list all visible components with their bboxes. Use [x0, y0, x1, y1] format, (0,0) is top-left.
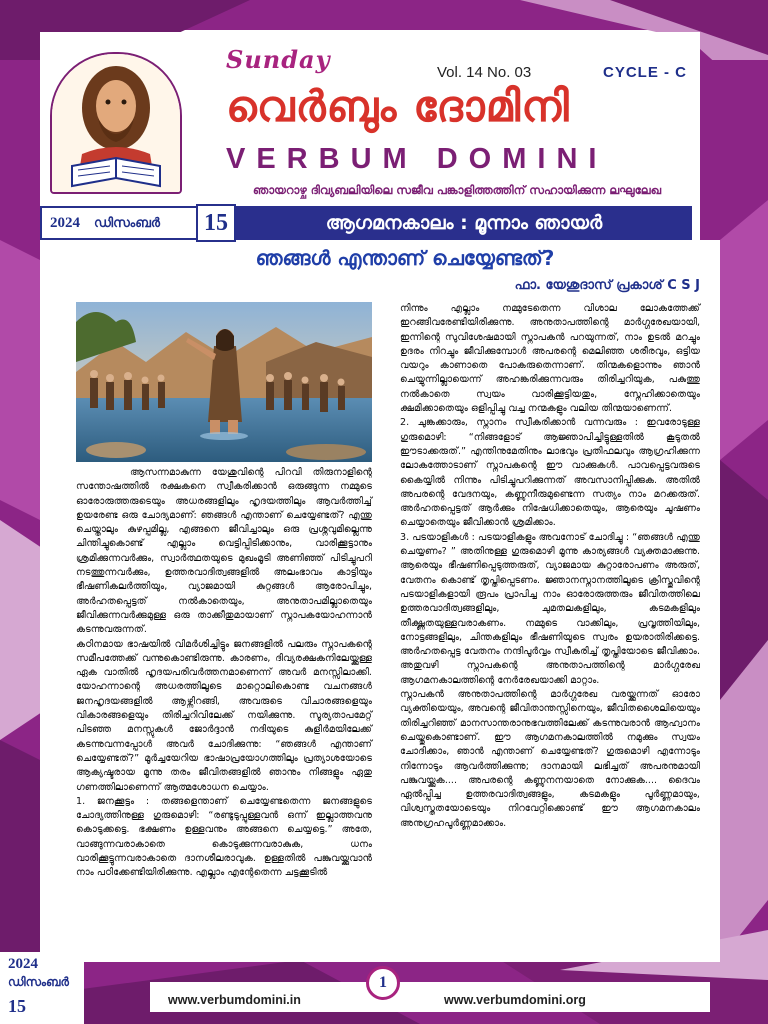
liturgical-occasion: ആഗമനകാലം : മൂന്നാം ഞായർ	[236, 206, 692, 240]
website-link-in[interactable]: www.verbumdomini.in	[168, 993, 301, 1007]
liturgical-cycle: CYCLE - C	[603, 64, 687, 81]
paragraph-intro: ആസന്നമാകുന്ന യേശുവിന്റെ പിറവി തിരുനാളിന്റെ സന്തോഷത്തിൽ രക്ഷകനെ സ്വീകരിക്കാൻ ഒരുങ്ങുന്ന നമ്മുടെ ഓരോരുത്തരുടെയും അധരങ്ങളിലും ഹൃദയത്തിലും ആവർത്തിച്ച് ഉയരേണ്ട ഒരു ചോദ്യമാണ്: ഞങ്ങൾ എന്താണ് ചെയ്യേണ്ടത്? എന്തു ചെയ്താലും കുഴപ്പമില്ല, എങ്ങനെ ജീവിച്ചാലും ഒരു പ്രശ്നവുമില്ലെന്നു ചിന്തിച്ചുകൊണ്ട് എല്ലാം വെട്ടിപ്പിടിക്കാനും, വാരിക്കൂട്ടാനും ശ്രമിക്കുന്നവർക്കും, സ്വാർത്ഥതയുടെ മുഖംമൂടി അണിഞ്ഞ് പിടിച്ചുപറി നടത്തുന്നവർക്കും, ഉത്തരവാദിത്വങ്ങളിൽ അലംഭാവം കാട്ടിയും ഭീഷണികലർത്തിയും, വ്യാജമായി കുറ്റങ്ങൾ ആരോപിച്ചും, അർഹതപ്പെട്ടത് നൽകാതെയും, അനുതാപമില്ലാതെയും ജീവിക്കുന്നവർക്കുമുള്ള ഒരു താക്കീതുമായാണ് സ്നാപകയോഹന്നാൻ കടന്നുവരുന്നത്.	[76, 467, 372, 636]
footer-date-day: 15	[8, 996, 26, 1016]
paragraph-crowds: കഠിനമായ ഭാഷയിൽ വിമർശിച്ചിട്ടും ജനങ്ങളിൽ പലരും സ്നാപകന്റെ സമീപത്തേക്ക് വന്നുകൊണ്ടിരുന്നു. കാരണം, ദിവ്യരക്ഷകനിലേയ്ക്കുള്ള ഏക വാതിൽ ഹൃദയപരിവർത്തനമാണെന്ന് അവർ മനസ്സിലാക്കി. യോഹന്നാന്റെ അധരത്തിലൂടെ മാറ്റൊലികൊണ്ട വചനങ്ങൾ ജനഹൃദയങ്ങളിൽ ആഴ്ന്നിറങ്ങി, അവരുടെ വിചാരങ്ങളെയും വികാരങ്ങളെയും തിരിച്ചറിവിലേക്ക് നയിക്കുന്നു. സൂര്യതാപമേറ്റ് പിടഞ്ഞ മനസ്സുകൾ ജോർദ്ദാൻ നദിയുടെ കുളിർമയിലേക്ക് കടന്നുവന്നപ്പോൾ അവർ ചോദിക്കുന്നു: “ഞങ്ങൾ എന്താണ് ചെയ്യേണ്ടത്?” മൂർച്ചയേറിയ ഭാഷാപ്രയോഗത്തിലും പ്രത്യാശയോടെ ആക്യഷ്ടരായ മൂന്നു തരം ജീവിതങ്ങളിൽ ഞാനും നിങ്ങളും ഏതു ഗണത്തിലാണെന്ന് ആത്മശോധന ചെയ്യാം.	[76, 638, 372, 793]
footer-date-month: ഡിസംബർ	[8, 975, 69, 989]
paragraph-conclusion: സ്നാപകൻ അനുതാപത്തിന്റെ മാർഗ്ഗരേഖ വരയ്ക്കുന്നത് ഓരോ വ്യക്തിയെയും, അവന്റെ ജീവിതാന്തസ്സിനെയും, ജീവിതശൈലിയെയും തിരിച്ചറിഞ്ഞ് മാനസാന്തരാനുഭവത്തിലേക്ക് കടന്നുവരാൻ ആഹ്വാനം ചെയ്തുകൊണ്ടാണ്. ഈ ആഗമനകാലത്തിൽ നമുക്കും സ്വയം ചോദിക്കാം, ഞാൻ എന്താണ് ചെയ്യേണ്ടത്? ഗുരുമൊഴി എന്നോടും നിന്നോടും ആവർത്തിക്കുന്നു; ദാനമായി ലഭിച്ചത് അപരനുമായി പങ്കുവയ്ക്കുക.... അപരന്റെ കണ്ണുനനയാതെ നോക്കുക.... ദൈവം ഏൽപ്പിച്ച ഉത്തരവാദിത്വങ്ങളും, കടമകളും പൂർണ്ണമായും, വിശ്വസ്തതയോടെയും നിറവേറ്റിക്കൊണ്ട് ഈ ആഗമനകാലം അനുഗ്രഹപൂർണ്ണമാക്കാം.	[400, 689, 700, 829]
date-box	[40, 206, 200, 240]
sunday-label: Sunday	[226, 45, 331, 74]
paragraph-point-3: 3. പടയാളികൾ : പടയാളികളും അവനോട് ചോദിച്ചു : “ഞങ്ങൾ എന്തു ചെയ്യണം? ” അതിനുള്ള ഗുരുമൊഴി മൂന്നു കാര്യങ്ങൾ വ്യക്തമാക്കുന്നു. ആരെയും ഭീഷണിപ്പെടുത്തരുത്, വ്യാജമായ കുറ്റാരോപണം അരുത്, വേതനം കൊണ്ട് തൃപ്തിപ്പെടണം. ജ്ഞാനസ്നാനത്തിലൂടെ ക്രിസ്തുവിന്റെ പടയാളികളായി രൂപം പ്രാപിച്ച നാം ഓരോരുത്തരും ജീവിതത്തിലെ ഉത്തരവാദിത്വങ്ങളിലും, ചുമതലകളിലും, കടമകളിലും തീക്ഷ്ണതയുള്ളവരാകണം. നമ്മുടെ വാക്കിലും, പ്രവൃത്തിയിലും, നോട്ടങ്ങളിലും, ചിന്തകളിലും ഭീഷണിയുടെ സ്വരം ഉയരാതിരിക്കട്ടെ. അർഹതപ്പെട്ട വേതനം നന്ദിപൂർവ്വം സ്വീകരിച്ച് തൃപ്തിയോടെ ജീവിക്കാം. അതുവഴി സ്നാപകന്റെ അനുതാപത്തിന്റെ മാർഗ്ഗരേഖ ആഗമനകാലത്തിന്റെ നേർരേഖയാക്കി മാറ്റാം.	[400, 531, 700, 686]
paragraph-point-1: 1. ജനക്കൂട്ടം : തങ്ങളെന്താണ് ചെയ്യേണ്ടതെന്ന ജനങ്ങളുടെ ചോദ്യത്തിനുള്ള ഗുരുമൊഴി: “രണ്ടുടുപ്പുള്ളവൻ ഒന്ന് ഇല്ലാത്തവനു കൊടുക്കട്ടെ. ഭക്ഷണം ഉള്ളവനും അങ്ങനെ ചെയ്യട്ടെ.” അതേ, വാങ്ങുന്നവരാകാതെ കൊടുക്കുന്നവരാകുക, ധനം വാരിക്കൂട്ടുന്നവരാകാതെ ദാനശീലരാവുക. ഉള്ളതിൽ പങ്കുവയ്ക്കുവാൻ നാം പഠിക്കേണ്ടിയിരിക്കുന്നു. എല്ലാം എന്റേതെന്ന ചട്ടക്കൂടിൽ	[76, 795, 372, 879]
page-number: 1	[366, 966, 400, 1000]
river-jordan-scene-icon	[76, 302, 372, 462]
footer-date-year: 2024	[8, 956, 38, 972]
article-column-left	[76, 466, 372, 881]
masthead-title-malayalam: വെർബും ദോമിനി	[226, 82, 570, 132]
article-headline: ഞങ്ങൾ എന്താണ് ചെയ്യേണ്ടത്?	[255, 246, 555, 270]
masthead-tagline: ഞായറാഴ്ച ദിവ്യബലിയിലെ സജീവ പങ്കാളിത്തത്തിന് സഹായിക്കുന്ന ലഘുലേഖ	[252, 183, 662, 197]
website-link-org[interactable]: www.verbumdomini.org	[444, 993, 586, 1007]
jesus-logo	[50, 52, 182, 194]
article-author: ഫാ. യേശുദാസ് പ്രകാശ് C S J	[514, 278, 700, 293]
volume-number: Vol. 14 No. 03	[437, 64, 532, 81]
date-month: ഡിസംബർ	[94, 216, 160, 231]
date-year: 2024	[50, 215, 80, 231]
john-baptist-illustration	[76, 302, 372, 462]
jesus-portrait-icon	[52, 54, 180, 192]
masthead-title-english: VERBUM DOMINI	[226, 143, 608, 175]
footer-date	[8, 956, 78, 1017]
date-day: 15	[196, 204, 236, 242]
article-column-right	[400, 302, 700, 831]
paragraph-continuation: നിന്നും എല്ലാം നമ്മുടേതെന്ന വിശാല ലോകത്തേക്ക് ഇറങ്ങിവരേണ്ടിയിരിക്കുന്നു. അനുതാപത്തിന്റെ മാർഗ്ഗരേഖയായി, ഇന്നിന്റെ സുവിശേഷമായി സ്നാപകൻ പറയുന്നത്, നാം ഉടൽ മറച്ചും ഉദരം നിറച്ചും ജീവിക്കുമ്പോൾ അപരന്റെ മെലിഞ്ഞ ശരീരവും, ഒട്ടിയ വയറും കാണാതെ പോകരുതെന്നാണ്. തിന്മകളൊന്നും ഞാൻ ചെയ്യുന്നില്ലായെന്ന് അഹങ്കരിക്കുന്നവരും തിരിച്ചറിയുക, പകുത്തു നൽകാതെ സ്വയം വാരിക്കൂട്ടിയതും, സ്നേഹിക്കാതെയും ക്ഷമിക്കാതെയും ഒളിപ്പിച്ചു വച്ച നന്മകളും വലിയ തിന്മയാണെന്ന്.	[400, 303, 700, 415]
paragraph-point-2: 2. ചുങ്കക്കാരും, സ്നാനം സ്വീകരിക്കാൻ വന്നവരും : ഇവരോടുള്ള ഗുരുമൊഴി: “നിങ്ങളോട് ആജ്ഞാപിച്ചിട്ടുള്ളതിൽ കൂടുതൽ ഈടാക്കരുത്.” എന്തിനുമേതിനും ലാഭവും പ്രതിഫലവും ആഗ്രഹിക്കുന്ന ലോകത്തോടാണ് സ്നാപകന്റെ ഈ വാക്കുകൾ. പാവപ്പെട്ടവരുടെ കൈയ്യിൽ നിന്നും പിടിച്ചുപറിക്കുന്നത് അവസാനിപ്പിക്കുക. അതിൽ അപരന്റെ വേദനയും, കണ്ണുനീരുമുണ്ടെന്ന സത്യം നാം മറക്കരുത്. അർഹതപ്പെട്ടത് ആർക്കും നിഷേധിക്കാതെയും, ആരെയും ചൂഷണം ചെയ്യാതെയും ജീവിക്കാൻ ശ്രമിക്കാം.	[400, 417, 700, 529]
